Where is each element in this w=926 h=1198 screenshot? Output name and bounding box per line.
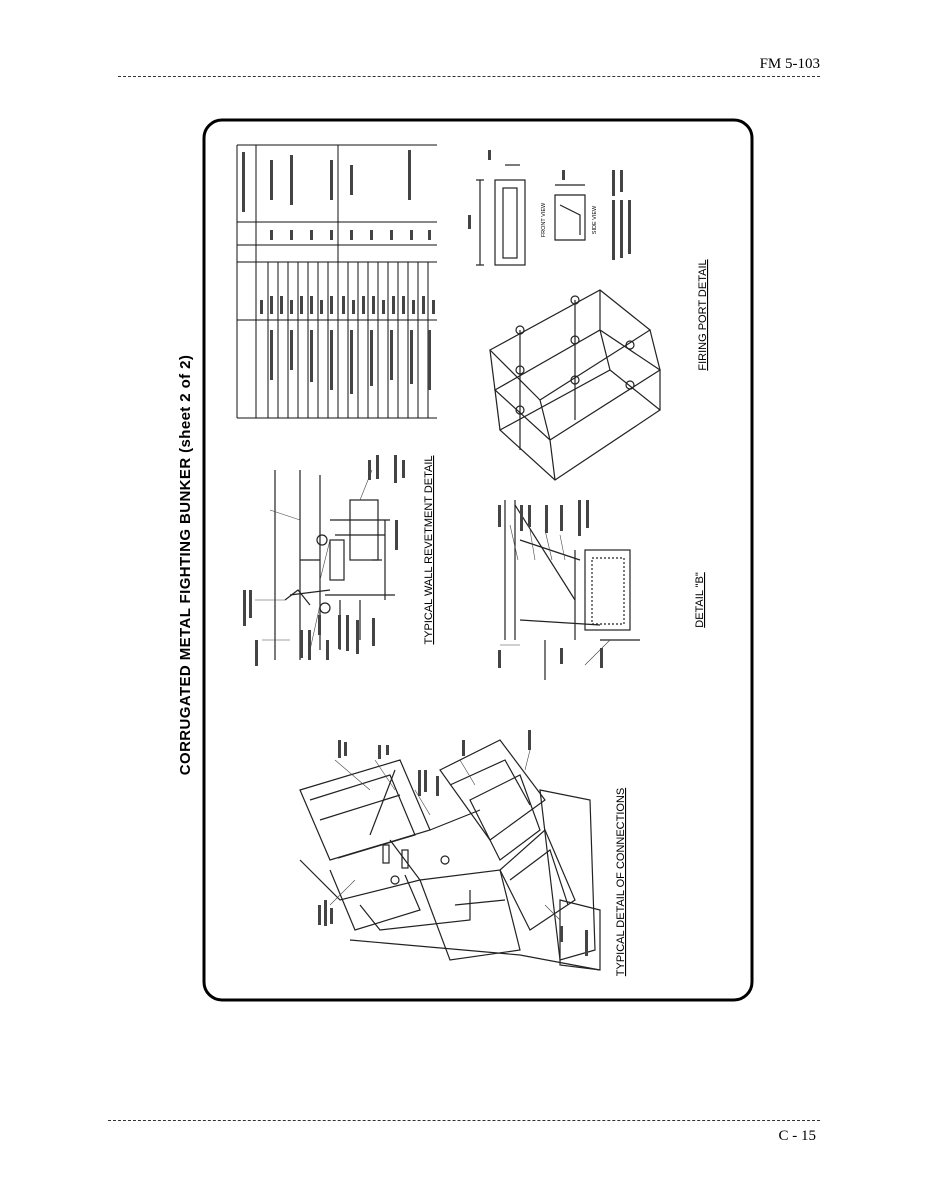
front-view-label: FRONT VIEW (541, 202, 547, 238)
connections-leaders (330, 750, 560, 920)
detail-b-notes (498, 500, 603, 668)
connections-drawing (300, 740, 600, 970)
firing-port-side-view (555, 185, 585, 240)
connections-caption: TYPICAL DETAIL OF CONNECTIONS (615, 787, 627, 977)
sheet-title: CORRUGATED METAL FIGHTING BUNKER (sheet 2 of 2) (177, 354, 194, 776)
page-number: C - 15 (778, 1128, 816, 1144)
materials-table (237, 145, 437, 418)
detail-b-drawing (505, 500, 640, 680)
firing-port-front-view (476, 165, 525, 265)
revetment-caption: TYPICAL WALL REVETMENT DETAIL (423, 455, 435, 645)
detail-b-caption: DETAIL "B" (694, 572, 706, 628)
firing-port-caption: FIRING PORT DETAIL (697, 259, 709, 371)
footer-rule (108, 1120, 820, 1121)
revetment-drawing (275, 470, 395, 660)
side-view-label: SIDE VIEW (592, 205, 598, 235)
firing-port-notes (468, 150, 631, 260)
document-id: FM 5-103 (759, 56, 820, 72)
detail-b-leaders (500, 525, 610, 665)
plate-border (204, 120, 752, 1000)
firing-port-drawing (490, 290, 660, 480)
